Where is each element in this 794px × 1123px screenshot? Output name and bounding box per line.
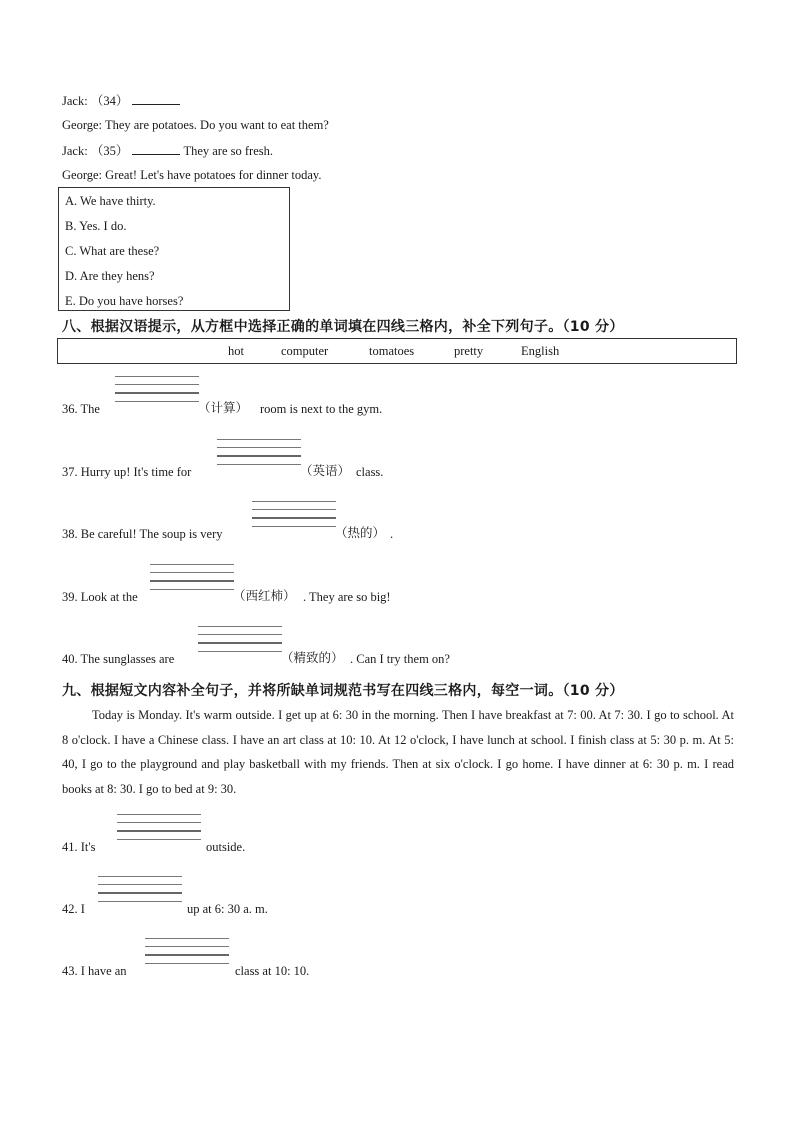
item-36-hint: （计算）: [198, 400, 249, 415]
item-39-suffix: . They are so big!: [303, 590, 391, 604]
speaker: Jack:: [62, 144, 88, 158]
dialogue-line-george-2: [62, 167, 321, 183]
four-line-grid-39[interactable]: [150, 564, 234, 596]
item-43-prefix: 43. I have an: [62, 964, 127, 978]
item-36-prefix: 36. The: [62, 402, 100, 416]
section-8-heading: 八、根据汉语提示，从方框中选择正确的单词填在四线三格内，补全下列句子。（10 分）: [62, 319, 624, 335]
item-39-prefix: 39. Look at the: [62, 590, 138, 604]
answer-blank-34[interactable]: [132, 92, 180, 105]
question-number: （34）: [90, 94, 129, 108]
item-38-hint: （热的）: [335, 525, 386, 540]
speaker: Jack:: [62, 94, 88, 108]
item-38-prefix: 38. Be careful! The soup is very: [62, 527, 223, 541]
item-40-prefix: 40. The sunglasses are: [62, 652, 175, 666]
dialogue-line-35: [62, 142, 273, 159]
dialogue-text: They are so fresh.: [183, 144, 273, 158]
item-37-hint: （英语）: [300, 463, 351, 478]
option-b: B. Yes. I do.: [65, 219, 127, 233]
four-line-grid-43[interactable]: [145, 938, 229, 970]
word-bank-item: pretty: [454, 344, 484, 358]
item-41-prefix: 41. It's: [62, 840, 96, 854]
option-d: D. Are they hens?: [65, 269, 155, 283]
four-line-grid-41[interactable]: [117, 814, 201, 846]
speaker: George:: [62, 118, 103, 132]
word-bank-item: English: [521, 344, 560, 358]
dialogue-text: They are potatoes. Do you want to eat them?: [104, 118, 329, 132]
item-42-prefix: 42. I: [62, 902, 85, 916]
item-41-suffix: outside.: [206, 840, 246, 854]
item-42-suffix: up at 6: 30 a. m.: [187, 902, 268, 916]
four-line-grid-38[interactable]: [252, 501, 336, 533]
item-40-suffix: . Can I try them on?: [350, 652, 450, 666]
dialogue-line-34: [62, 92, 180, 109]
word-bank-item: tomatoes: [369, 344, 415, 358]
options-box: [58, 187, 290, 311]
answer-blank-35[interactable]: [132, 142, 180, 155]
dialogue-text: Great! Let's have potatoes for dinner today.: [105, 168, 322, 182]
four-line-grid-37[interactable]: [217, 439, 301, 471]
word-bank-item: hot: [228, 344, 244, 358]
item-37-prefix: 37. Hurry up! It's time for: [62, 465, 192, 479]
speaker: George:: [62, 168, 103, 182]
four-line-grid-40[interactable]: [198, 626, 282, 658]
option-c: C. What are these?: [65, 244, 160, 258]
item-36-suffix: room is next to the gym.: [260, 402, 383, 416]
word-bank-item: computer: [281, 344, 329, 358]
question-number: （35）: [90, 144, 129, 158]
item-39-hint: （西红柿）: [233, 588, 296, 603]
word-bank: [57, 338, 737, 364]
section-9-heading: 九、根据短文内容补全句子，并将所缺单词规范书写在四线三格内，每空一词。（10 分）: [62, 683, 624, 699]
four-line-grid-42[interactable]: [98, 876, 182, 908]
item-43-suffix: class at 10: 10.: [235, 964, 310, 978]
reading-passage: Today is Monday. It's warm outside. I get up at 6: 30 in the morning. Then I have breakfast at 7: 00. At 7: 30. I go to school. At 8 o'clock. I have a Chinese class. I have an art class at 10: 10. At 12 o'clock, I have lunch at school. I finish class at 5: 30 p. m. At 5: 40, I go to the playground and play basketball with my friends. Then at six o'clock. I go home. I have dinner at 6: 30 p. m. I read books at 8: 30. I go to bed at 9: 30.: [62, 708, 734, 796]
item-37-suffix: class.: [356, 465, 384, 479]
option-e: E. Do you have horses?: [65, 294, 184, 308]
item-40-hint: （精致的）: [281, 650, 344, 665]
option-a: A. We have thirty.: [65, 194, 156, 208]
dialogue-line-george-1: [62, 117, 329, 133]
four-line-grid-36[interactable]: [115, 376, 199, 408]
item-38-suffix: .: [390, 527, 394, 541]
